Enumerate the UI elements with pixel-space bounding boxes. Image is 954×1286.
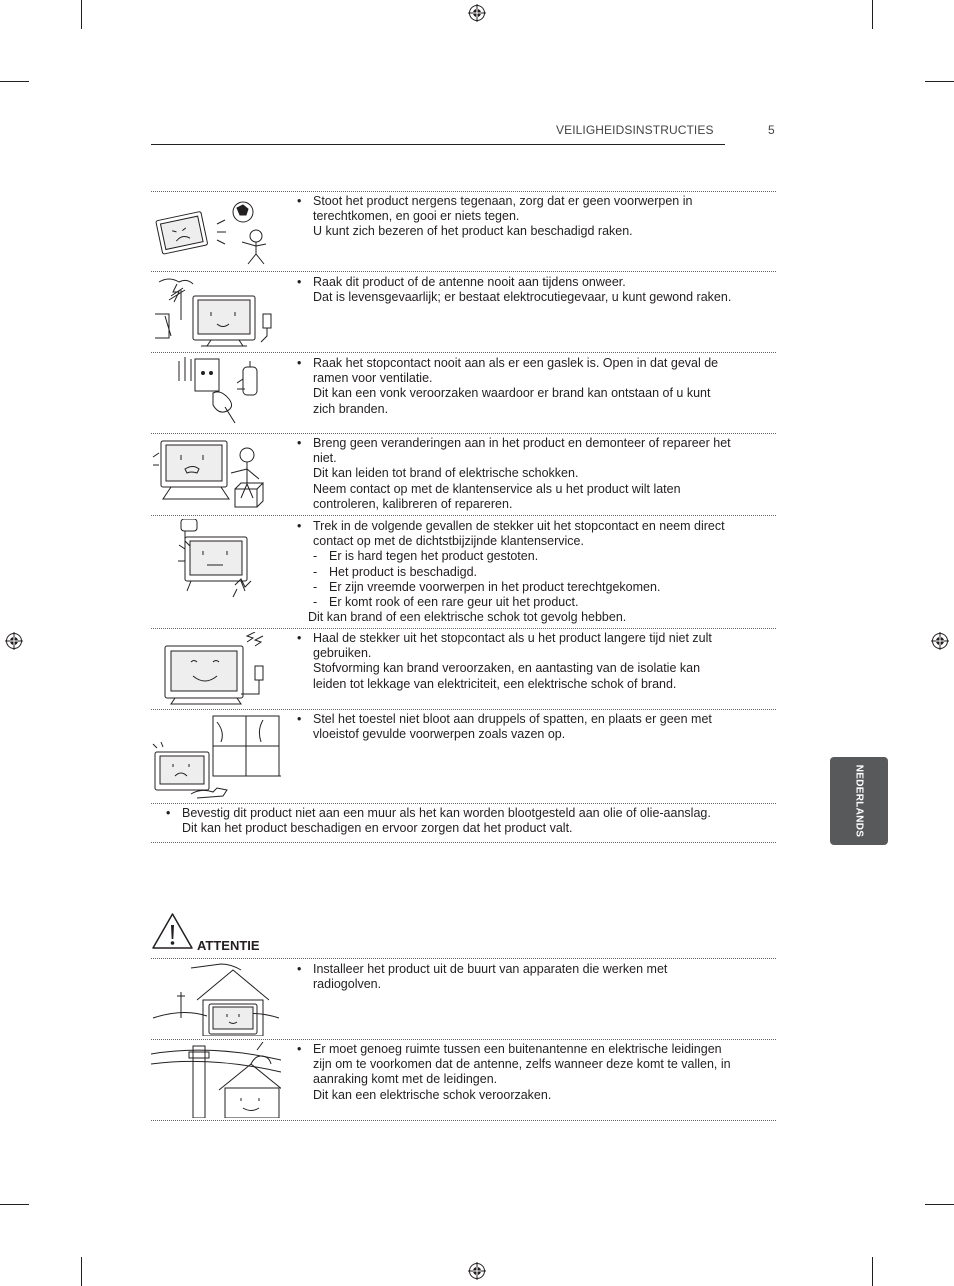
warning-line: • Trek in de volgende gevallen de stekker uit het stopcontact en neem direct [297, 519, 767, 534]
row-separator [151, 1120, 776, 1121]
warning-line: ramen voor ventilatie. [313, 371, 433, 386]
warning-line: Dit kan een vonk veroorzaken waardoor er brand kan ontstaan of u kunt [313, 386, 711, 401]
warning-line: Dit kan leiden tot brand of elektrische schokken. [313, 466, 579, 481]
attention-line: aanraking komt met de leidingen. [313, 1072, 498, 1087]
warning-line: controleren, kalibreren of repareren. [313, 496, 513, 511]
warning-line: • Breng geen veranderingen aan in het product en demonteer of repareer het [297, 436, 767, 451]
warning-line: • Raak het stopcontact nooit aan als er een gaslek is. Open in dat geval de [297, 356, 767, 371]
row-separator [151, 433, 776, 434]
registration-mark-icon [468, 4, 486, 22]
warning-line: gebruiken. [313, 646, 372, 661]
tv-hit-by-ball-illustration [151, 196, 281, 268]
attention-line: zijn om te voorkomen dat de antenne, zelfs wanneer deze komt te vallen, in [313, 1057, 731, 1072]
crop-mark [872, 0, 873, 29]
row-separator [151, 1039, 776, 1040]
registration-mark-icon [931, 632, 949, 650]
row-separator [151, 271, 776, 272]
attention-line: radiogolven. [313, 977, 382, 992]
warning-line: contact op met de dichtstbijzijnde klantenservice. [313, 534, 584, 549]
warning-line: niet. [313, 451, 337, 466]
crop-mark [925, 81, 954, 82]
row-separator [151, 515, 776, 516]
row-separator [151, 842, 776, 843]
warning-line: vloeistof gevulde voorwerpen zoals vazen op. [313, 727, 566, 742]
warning-sub-item: - Het product is beschadigd. [297, 565, 767, 580]
row-separator [151, 352, 776, 353]
warning-line: U kunt zich bezeren of het product kan beschadigd raken. [313, 224, 633, 239]
attention-line: • Er moet genoeg ruimte tussen een buitenantenne en elektrische leidingen [297, 1042, 767, 1057]
warning-sub-item: - Er is hard tegen het product gestoten. [297, 549, 767, 564]
warning-triangle-icon [151, 912, 194, 950]
warning-line: • Stel het toestel niet bloot aan druppels of spatten, en plaats er geen met [297, 712, 767, 727]
warning-item-7 [297, 712, 767, 742]
warning-line: terechtkomen, en gooi er niets tegen. [313, 209, 520, 224]
attention-item-1 [297, 962, 767, 992]
unplug-long-time-illustration [151, 632, 281, 706]
warning-line: Dat is levensgevaarlijk; er bestaat elektrocutiegevaar, u kunt gewond raken. [313, 290, 732, 305]
repair-disassemble-illustration [151, 437, 281, 511]
crop-mark [0, 1204, 29, 1205]
crop-mark [0, 81, 29, 82]
row-separator [151, 709, 776, 710]
header-rule [151, 144, 725, 145]
warning-sub-item: - Er zijn vreemde voorwerpen in het product terechtgekomen. [297, 580, 767, 595]
crop-mark [81, 1257, 82, 1286]
warning-line: • Raak dit product of de antenne nooit aan tijdens onweer. [297, 275, 767, 290]
page-number: 5 [768, 123, 775, 137]
row-separator [151, 628, 776, 629]
warning-line: Neem contact op met de klantenservice als u het product wilt laten [313, 481, 681, 496]
attention-heading: ATTENTIE [197, 938, 260, 953]
warning-item-4 [297, 436, 767, 512]
antenne-power-line-illustration [151, 1042, 281, 1118]
wall-mount-line: Dit kan het product beschadigen en ervoor zorgen dat het product valt. [182, 821, 573, 836]
gas-leak-outlet-illustration [151, 357, 281, 429]
attention-item-2 [297, 1042, 767, 1103]
warning-footer: Dit kan brand of een elektrische schok tot gevolg hebben. [308, 610, 627, 625]
registration-mark-icon [468, 1262, 486, 1280]
warning-line: • Stoot het product nergens tegenaan, zorg dat er geen voorwerpen in [297, 194, 767, 209]
warning-line: • Haal de stekker uit het stopcontact als u het product langere tijd niet zult [297, 631, 767, 646]
warning-line: zich branden. [313, 401, 389, 416]
wall-mount-note [166, 806, 776, 836]
warning-item-2 [297, 275, 767, 305]
registration-mark-icon [5, 632, 23, 650]
attention-line: • Installeer het product uit de buurt van apparaten die werken met [297, 962, 767, 977]
row-separator [151, 803, 776, 804]
damaged-product-unplug-illustration [151, 519, 281, 599]
warning-item-5 [297, 519, 767, 625]
crop-mark [81, 0, 82, 29]
warning-item-6 [297, 631, 767, 692]
crop-mark [925, 1204, 954, 1205]
water-splash-window-illustration [151, 712, 281, 802]
wall-mount-line: • Bevestig dit product niet aan een muur als het kan worden blootgesteld aan olie of olie-aanslag. [166, 806, 776, 821]
row-separator [151, 191, 776, 192]
language-tab [830, 757, 888, 845]
attention-line: Dit kan een elektrische schok veroorzaken. [313, 1087, 552, 1102]
crop-mark [872, 1257, 873, 1286]
radio-wave-house-illustration [151, 962, 281, 1036]
lightning-storm-illustration [151, 276, 281, 348]
row-separator [151, 958, 776, 959]
warning-line: leiden tot lekkage van elektriciteit, een elektrische schok of brand. [313, 676, 677, 691]
warning-item-3 [297, 356, 767, 417]
language-tab-label: NEDERLANDS [853, 764, 865, 838]
warning-line: Stofvorming kan brand veroorzaken, en aantasting van de isolatie kan [313, 661, 701, 676]
warning-sub-item: - Er komt rook of een rare geur uit het product. [297, 595, 767, 610]
section-title: VEILIGHEIDSINSTRUCTIES [556, 123, 714, 137]
warning-item-1 [297, 194, 767, 240]
